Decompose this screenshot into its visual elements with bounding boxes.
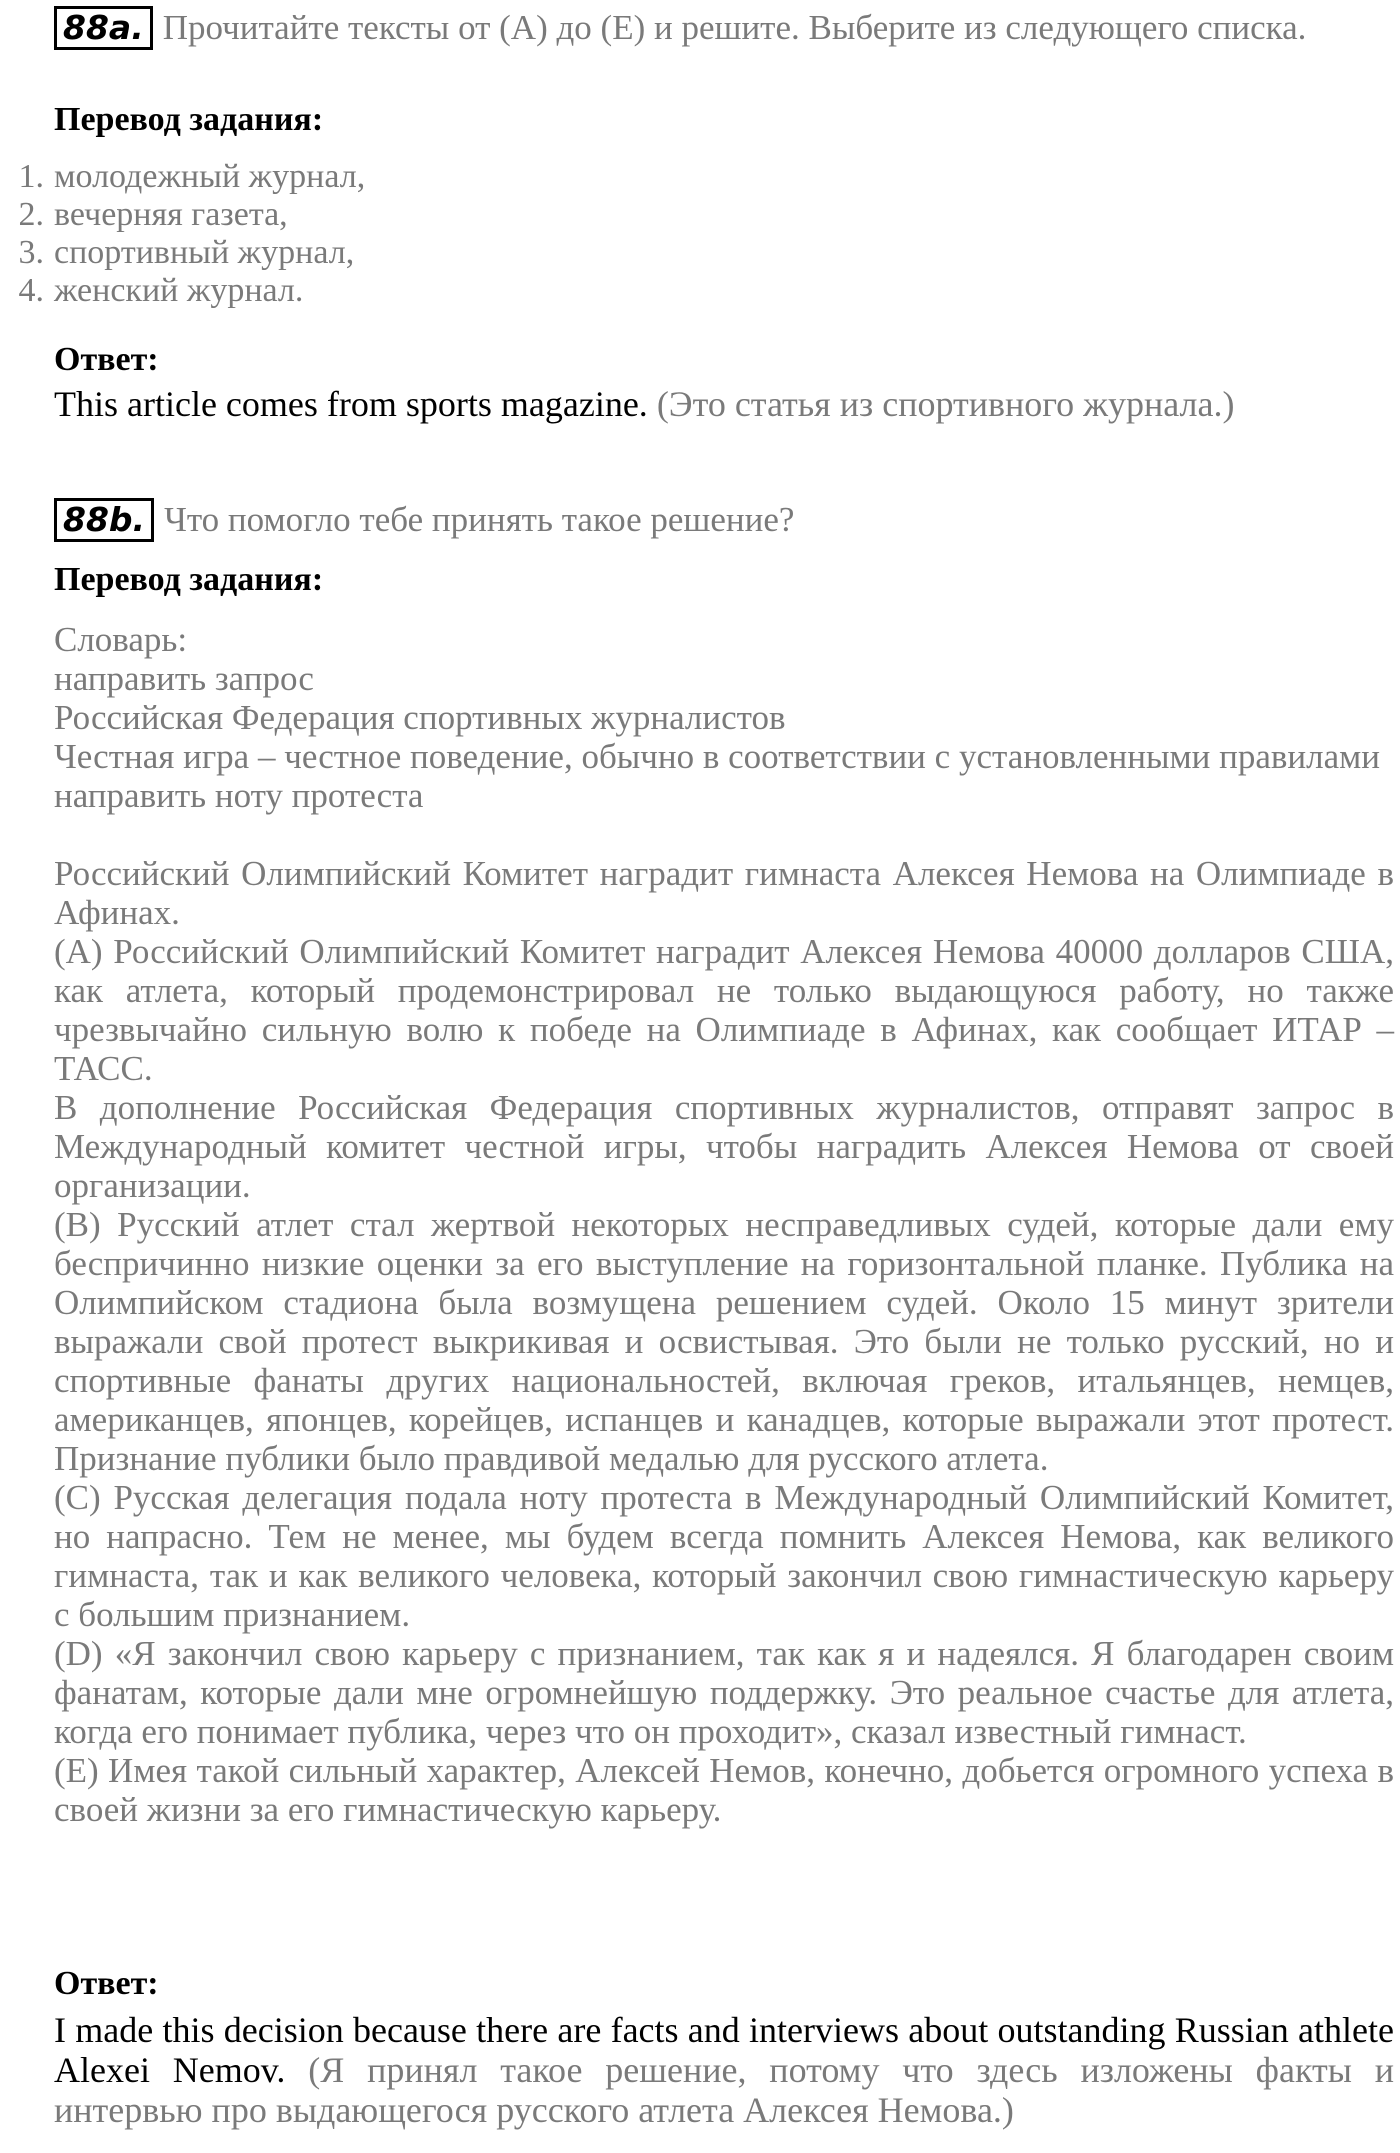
option-number: 2.	[18, 196, 44, 233]
exercise-a-instruction: Прочитайте тексты от (А) до (Е) и решите. Выберите из следующего списка.	[162, 8, 1307, 47]
article-headline: Российский Олимпийский Комитет наградит гимнаста Алексея Немова на Олимпиаде в Афинах.	[54, 854, 1394, 932]
vocab-item: Честная игра – честное поведение, обычно в соответствии с установленными правилами	[54, 737, 1381, 776]
exercise-b-instruction: Что помогло тебе принять такое решение?	[164, 500, 795, 539]
article-paragraph-addition: В дополнение Российская Федерация спортивных журналистов, отправят запрос в Международный комитет честной игры, чтобы наградить Алексея Немова от своей организации.	[54, 1088, 1394, 1205]
option-text: женский журнал.	[54, 272, 304, 309]
answer-english: I made this decision because there are facts and interviews about outstanding Russian athlete Alexei Nemov.	[54, 2010, 1394, 2090]
exercise-b-header	[54, 498, 1394, 542]
article-paragraph-a: (А) Российский Олимпийский Комитет наградит Алексея Немова 40000 долларов США, как атлета, который продемонстрировал не только выдающуюся работу, но также чрезвычайно сильную волю к победе на Олимпиаде в Афинах, как сообщает ИТАР –ТАСС.	[54, 932, 1394, 1088]
article-paragraph-d: (D) «Я закончил свою карьеру с признанием, так как я и надеялся. Я благодарен своим фанатам, которые дали мне огромнейшую поддержку. Это реальное счастье для атлета, когда его понимает публика, через что он проходит», сказал известный гимнаст.	[54, 1634, 1394, 1751]
option-text: молодежный журнал,	[54, 158, 366, 195]
exercise-b-number: 88b.	[54, 498, 154, 542]
article-paragraph-e: (Е) Имея такой сильный характер, Алексей Немов, конечно, добьется огромного успеха в своей жизни за его гимнастическую карьеру.	[54, 1751, 1394, 1829]
vocab-title: Словарь:	[54, 620, 188, 659]
exercise-b-translation-label: Перевод задания:	[54, 561, 324, 598]
article-paragraph-c: (С) Русская делегация подала ноту протеста в Международный Олимпийский Комитет, но напрасно. Тем не менее, мы будем всегда помнить Алексея Немова, как великого гимнаста, так и как великого человека, который закончил свою гимнастическую карьеру с большим признанием.	[54, 1478, 1394, 1634]
exercise-a-translation-label: Перевод задания:	[54, 101, 324, 138]
option-text: спортивный журнал,	[54, 234, 355, 271]
option-number: 3.	[18, 234, 44, 271]
exercise-a-header	[54, 6, 1394, 50]
exercise-b-answer	[54, 2010, 1394, 2130]
answer-russian: (Я принял такое решение, потому что здесь изложены факты и интервью про выдающегося русского атлета Алексея Немова.)	[54, 2050, 1395, 2130]
exercise-a-number: 88a.	[54, 6, 153, 50]
option-item	[0, 158, 365, 196]
exercise-a-answer	[54, 384, 1394, 424]
option-number: 4.	[18, 272, 44, 309]
answer-english: This article comes from sports magazine.	[54, 384, 648, 424]
vocabulary-block	[54, 620, 1394, 1829]
article-paragraph-b: (В) Русский атлет стал жертвой некоторых несправедливых судей, которые дали ему беспричинно низкие оценки за его выступление на горизонтальной планке. Публика на Олимпийском стадиона была возмущена решением судей. Около 15 минут зрители выражали свой протест выкрикивая и освистывая. Это были не только русский, но и спортивные фанаты других национальностей, включая греков, итальянцев, немцев, американцев, японцев, корейцев, испанцев и канадцев, которые выражали этот протест. Признание публики было правдивой медалью для русского атлета.	[54, 1205, 1394, 1478]
vocab-item: Российская Федерация спортивных журналистов	[54, 698, 786, 737]
option-item	[0, 234, 365, 272]
option-text: вечерняя газета,	[54, 196, 288, 233]
exercise-a-options	[0, 158, 365, 310]
exercise-b-answer-label: Ответ:	[54, 1965, 159, 2002]
vocab-item: направить ноту протеста	[54, 776, 424, 815]
option-item	[0, 272, 365, 310]
answer-russian: (Это статья из спортивного журнала.)	[656, 384, 1235, 424]
option-item	[0, 196, 365, 234]
option-number: 1.	[18, 158, 44, 195]
vocab-item: направить запрос	[54, 659, 314, 698]
exercise-a-answer-label: Ответ:	[54, 341, 159, 378]
